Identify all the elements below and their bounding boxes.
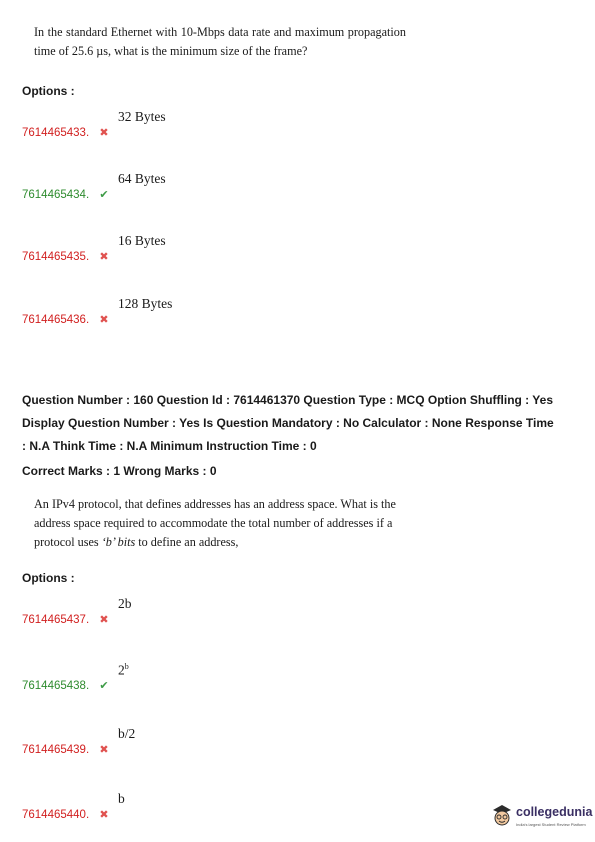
option-id: 7614465439. — [22, 744, 90, 756]
option-id: 7614465433. — [22, 127, 90, 139]
option-id: 7614465436. — [22, 314, 90, 326]
options-label-2: Options : — [22, 571, 75, 585]
student-face-icon — [491, 802, 513, 828]
cross-icon: ✖ — [99, 809, 109, 821]
option-text: b/2 — [118, 726, 136, 741]
check-icon: ✔ — [99, 680, 109, 692]
option-text: 128 Bytes — [118, 296, 173, 311]
option-text: 64 Bytes — [118, 171, 166, 186]
logo-name: collegedunia — [516, 805, 593, 819]
cross-icon: ✖ — [99, 744, 109, 756]
question-line: address space required to accommodate the total number of addresses if a — [34, 516, 393, 530]
option-row — [22, 662, 322, 692]
meta-line: Display Question Number : Yes Is Question Mandatory : No Calculator : None Response Time — [22, 416, 554, 430]
option-id: 7614465438. — [22, 680, 90, 692]
question-2-text — [34, 495, 426, 552]
option-text: 32 Bytes — [118, 109, 166, 124]
cross-icon: ✖ — [99, 614, 109, 626]
option-base: 2 — [118, 662, 125, 678]
option-row — [22, 109, 322, 139]
question-1-text: In the standard Ethernet with 10-Mbps data rate and maximum propagation time of 25.6 µs, what is the minimum size of the frame? — [34, 25, 406, 58]
cross-icon: ✖ — [99, 251, 109, 263]
options-label-1: Options : — [22, 84, 75, 98]
option-row — [22, 171, 322, 201]
option-row — [22, 791, 322, 821]
option-text: 2b — [118, 596, 132, 611]
meta-line: Question Number : 160 Question Id : 7614461370 Question Type : MCQ Option Shuffling : Yes — [22, 393, 553, 407]
option-row — [22, 296, 322, 326]
question-line — [34, 533, 426, 552]
check-icon: ✔ — [99, 189, 109, 201]
option-text: 16 Bytes — [118, 233, 166, 248]
meta-line: Correct Marks : 1 Wrong Marks : 0 — [22, 464, 217, 478]
question-emphasis: ‘b’ bits — [101, 535, 136, 549]
cross-icon: ✖ — [99, 314, 109, 326]
option-id: 7614465437. — [22, 614, 90, 626]
logo-tagline: India's largest Student Review Platform — [516, 822, 586, 827]
option-id: 7614465440. — [22, 809, 90, 821]
question-line-start: protocol uses — [34, 535, 102, 549]
question-line-end: to define an address, — [135, 535, 239, 549]
option-row — [22, 726, 322, 756]
option-id: 7614465434. — [22, 189, 90, 201]
option-row — [22, 596, 322, 626]
option-text: b — [118, 791, 125, 806]
collegedunia-logo — [491, 802, 591, 836]
option-row — [22, 233, 322, 263]
cross-icon: ✖ — [99, 127, 109, 139]
meta-line: : N.A Think Time : N.A Minimum Instruction Time : 0 — [22, 439, 317, 453]
option-superscript: b — [124, 662, 129, 671]
question-meta — [22, 389, 582, 483]
question-line: An IPv4 protocol, that defines addresses has an address space. What is the — [34, 497, 396, 511]
option-text — [118, 662, 129, 679]
option-id: 7614465435. — [22, 251, 90, 263]
